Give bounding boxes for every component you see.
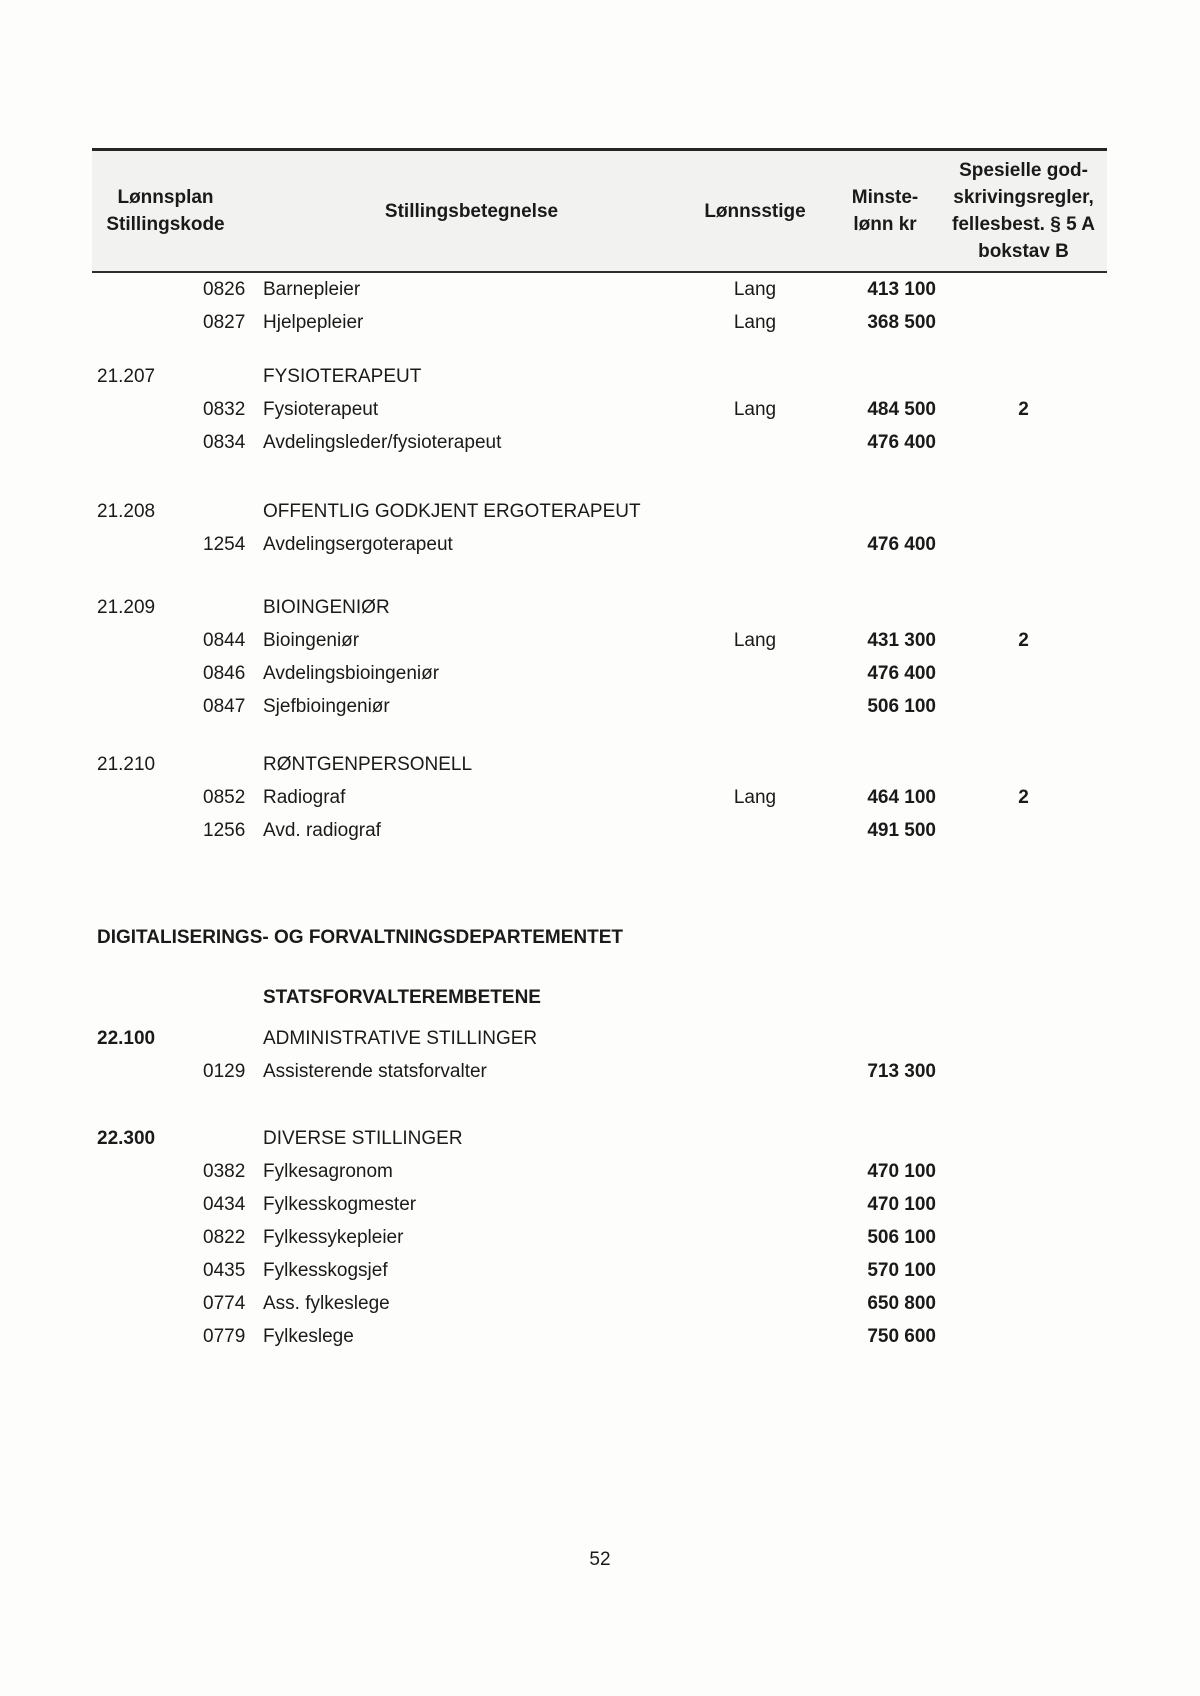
- cell-stillingskode: 0129: [203, 1060, 246, 1082]
- cell-stillingskode: 0434: [203, 1193, 246, 1215]
- cell-lonnsplan-code: 21.208: [97, 500, 156, 522]
- table-row: [92, 814, 1107, 847]
- table-row: [92, 1287, 1107, 1320]
- cell-lonnsstige: Lang: [733, 786, 777, 808]
- header-lonnsplan-stillingskode: [92, 184, 263, 238]
- cell-stillingsbetegnelse: Avdelingsergoterapeut: [263, 533, 453, 555]
- table-body: [92, 273, 1107, 1353]
- department-title: DIGITALISERINGS- OG FORVALTNINGSDEPARTEMENTET: [97, 926, 624, 948]
- cell-group-title: BIOINGENIØR: [263, 596, 390, 618]
- cell-stillingskode: 0834: [203, 431, 246, 453]
- section-group-21.207: [92, 360, 1107, 459]
- cell-stillingsbetegnelse: Ass. fylkeslege: [263, 1292, 390, 1314]
- table-row: [92, 690, 1107, 723]
- cell-stillingsbetegnelse: Bioingeniør: [263, 629, 360, 651]
- table-row: [92, 1055, 1107, 1088]
- cell-stillingskode: 0774: [203, 1292, 246, 1314]
- cell-group-title: OFFENTLIG GODKJENT ERGOTERAPEUT: [263, 500, 641, 522]
- cell-stillingskode: 1256: [203, 819, 246, 841]
- section-department: [92, 921, 1107, 954]
- cell-spesielle: 2: [1018, 398, 1029, 420]
- cell-lonnsstige: Lang: [733, 278, 777, 300]
- cell-group-title: DIVERSE STILLINGER: [263, 1127, 463, 1149]
- cell-stillingskode: 0826: [203, 278, 246, 300]
- cell-spesielle: 2: [1018, 629, 1029, 651]
- salary-table: [92, 148, 1107, 1353]
- cell-minstelonn: 431 300: [867, 629, 936, 651]
- table-row: [92, 1188, 1107, 1221]
- header-minstelonn-line2: lønn kr: [853, 214, 917, 235]
- group-title-row: [92, 495, 1107, 528]
- cell-lonnsstige: Lang: [733, 311, 777, 333]
- cell-stillingsbetegnelse: Radiograf: [263, 786, 346, 808]
- header-lonnsstige: Lønnsstige: [704, 200, 806, 222]
- cell-minstelonn: 470 100: [867, 1193, 936, 1215]
- cell-stillingsbetegnelse: Hjelpepleier: [263, 311, 364, 333]
- cell-minstelonn: 506 100: [867, 695, 936, 717]
- cell-minstelonn: 476 400: [867, 431, 936, 453]
- group-title-row: [92, 1122, 1107, 1155]
- cell-lonnsplan-code: 22.100: [97, 1027, 156, 1049]
- department-heading-row: [92, 921, 1107, 954]
- table-row: [92, 528, 1107, 561]
- cell-stillingskode: 0435: [203, 1259, 246, 1281]
- cell-minstelonn: 650 800: [867, 1292, 936, 1314]
- cell-minstelonn: 476 400: [867, 533, 936, 555]
- table-row: [92, 273, 1107, 306]
- header-minstelonn: [830, 184, 940, 238]
- cell-stillingsbetegnelse: Fylkesagronom: [263, 1160, 393, 1182]
- table-row: [92, 306, 1107, 339]
- cell-stillingsbetegnelse: Fylkesskogsjef: [263, 1259, 388, 1281]
- cell-stillingskode: 0779: [203, 1325, 246, 1347]
- header-spesielle-line3: fellesbest. § 5 A: [952, 214, 1095, 235]
- cell-stillingsbetegnelse: Assisterende statsforvalter: [263, 1060, 487, 1082]
- table-row: [92, 781, 1107, 814]
- table-row: [92, 657, 1107, 690]
- section-group-21.209: [92, 591, 1107, 723]
- page-number: 52: [589, 1549, 611, 1570]
- section-group-21.210: [92, 748, 1107, 847]
- cell-minstelonn: 368 500: [867, 311, 936, 333]
- header-minstelonn-line1: Minste-: [851, 187, 919, 208]
- header-spesielle-line1: Spesielle god-: [959, 160, 1088, 181]
- group-title-row: [92, 591, 1107, 624]
- cell-stillingsbetegnelse: Fylkessykepleier: [263, 1226, 404, 1248]
- table-row: [92, 1221, 1107, 1254]
- cell-group-title: ADMINISTRATIVE STILLINGER: [263, 1027, 538, 1049]
- cell-stillingskode: 0844: [203, 629, 246, 651]
- cell-minstelonn: 491 500: [867, 819, 936, 841]
- section-group-21.208: [92, 495, 1107, 561]
- cell-spesielle: 2: [1018, 786, 1029, 808]
- group-title-row: [92, 748, 1107, 781]
- group-title-row: [92, 1022, 1107, 1055]
- cell-stillingskode: 0852: [203, 786, 246, 808]
- cell-stillingsbetegnelse: Fylkesskogmester: [263, 1193, 417, 1215]
- table-row: [92, 426, 1107, 459]
- header-spesielle-godskrivingsregler: [940, 157, 1107, 265]
- section-group-22.300: [92, 1122, 1107, 1353]
- cell-lonnsplan-code: 21.207: [97, 365, 156, 387]
- cell-stillingskode: 0822: [203, 1226, 246, 1248]
- cell-minstelonn: 570 100: [867, 1259, 936, 1281]
- cell-stillingskode: 0846: [203, 662, 246, 684]
- cell-lonnsstige: Lang: [733, 629, 777, 651]
- header-lonnsplan-line2: Stillingskode: [106, 214, 225, 235]
- cell-minstelonn: 464 100: [867, 786, 936, 808]
- table-header: [92, 148, 1107, 273]
- table-row: [92, 1254, 1107, 1287]
- cell-group-title: FYSIOTERAPEUT: [263, 365, 422, 387]
- cell-stillingskode: 1254: [203, 533, 246, 555]
- header-lonnsplan-line1: Lønnsplan: [117, 187, 214, 208]
- cell-minstelonn: 713 300: [867, 1060, 936, 1082]
- cell-lonnsstige: Lang: [733, 398, 777, 420]
- cell-stillingsbetegnelse: Sjefbioingeniør: [263, 695, 390, 717]
- table-row: [92, 1155, 1107, 1188]
- section-subheading: [92, 981, 1107, 1014]
- subheading-title: STATSFORVALTEREMBETENE: [263, 986, 541, 1008]
- cell-stillingskode: 0827: [203, 311, 246, 333]
- cell-stillingskode: 0847: [203, 695, 246, 717]
- header-spesielle-line2: skrivingsregler,: [953, 187, 1094, 208]
- cell-minstelonn: 506 100: [867, 1226, 936, 1248]
- table-row: [92, 393, 1107, 426]
- section-positions: [92, 273, 1107, 339]
- table-row: [92, 624, 1107, 657]
- cell-stillingsbetegnelse: Fysioterapeut: [263, 398, 379, 420]
- table-row: [92, 1320, 1107, 1353]
- cell-minstelonn: 470 100: [867, 1160, 936, 1182]
- subheading-row: [92, 981, 1107, 1014]
- group-title-row: [92, 360, 1107, 393]
- cell-minstelonn: 413 100: [867, 278, 936, 300]
- cell-stillingsbetegnelse: Avdelingsleder/fysioterapeut: [263, 431, 502, 453]
- cell-minstelonn: 476 400: [867, 662, 936, 684]
- header-spesielle-line4: bokstav B: [978, 241, 1069, 262]
- cell-stillingsbetegnelse: Avdelingsbioingeniør: [263, 662, 440, 684]
- cell-minstelonn: 484 500: [867, 398, 936, 420]
- cell-lonnsplan-code: 22.300: [97, 1127, 156, 1149]
- cell-stillingsbetegnelse: Fylkeslege: [263, 1325, 354, 1347]
- cell-lonnsplan-code: 21.209: [97, 596, 156, 618]
- cell-minstelonn: 750 600: [867, 1325, 936, 1347]
- cell-lonnsplan-code: 21.210: [97, 753, 156, 775]
- section-group-22.100: [92, 1022, 1107, 1088]
- cell-stillingskode: 0832: [203, 398, 246, 420]
- cell-stillingskode: 0382: [203, 1160, 246, 1182]
- cell-stillingsbetegnelse: Avd. radiograf: [263, 819, 381, 841]
- cell-group-title: RØNTGENPERSONELL: [263, 753, 473, 775]
- cell-stillingsbetegnelse: Barnepleier: [263, 278, 361, 300]
- header-stillingsbetegnelse: Stillingsbetegnelse: [384, 200, 559, 222]
